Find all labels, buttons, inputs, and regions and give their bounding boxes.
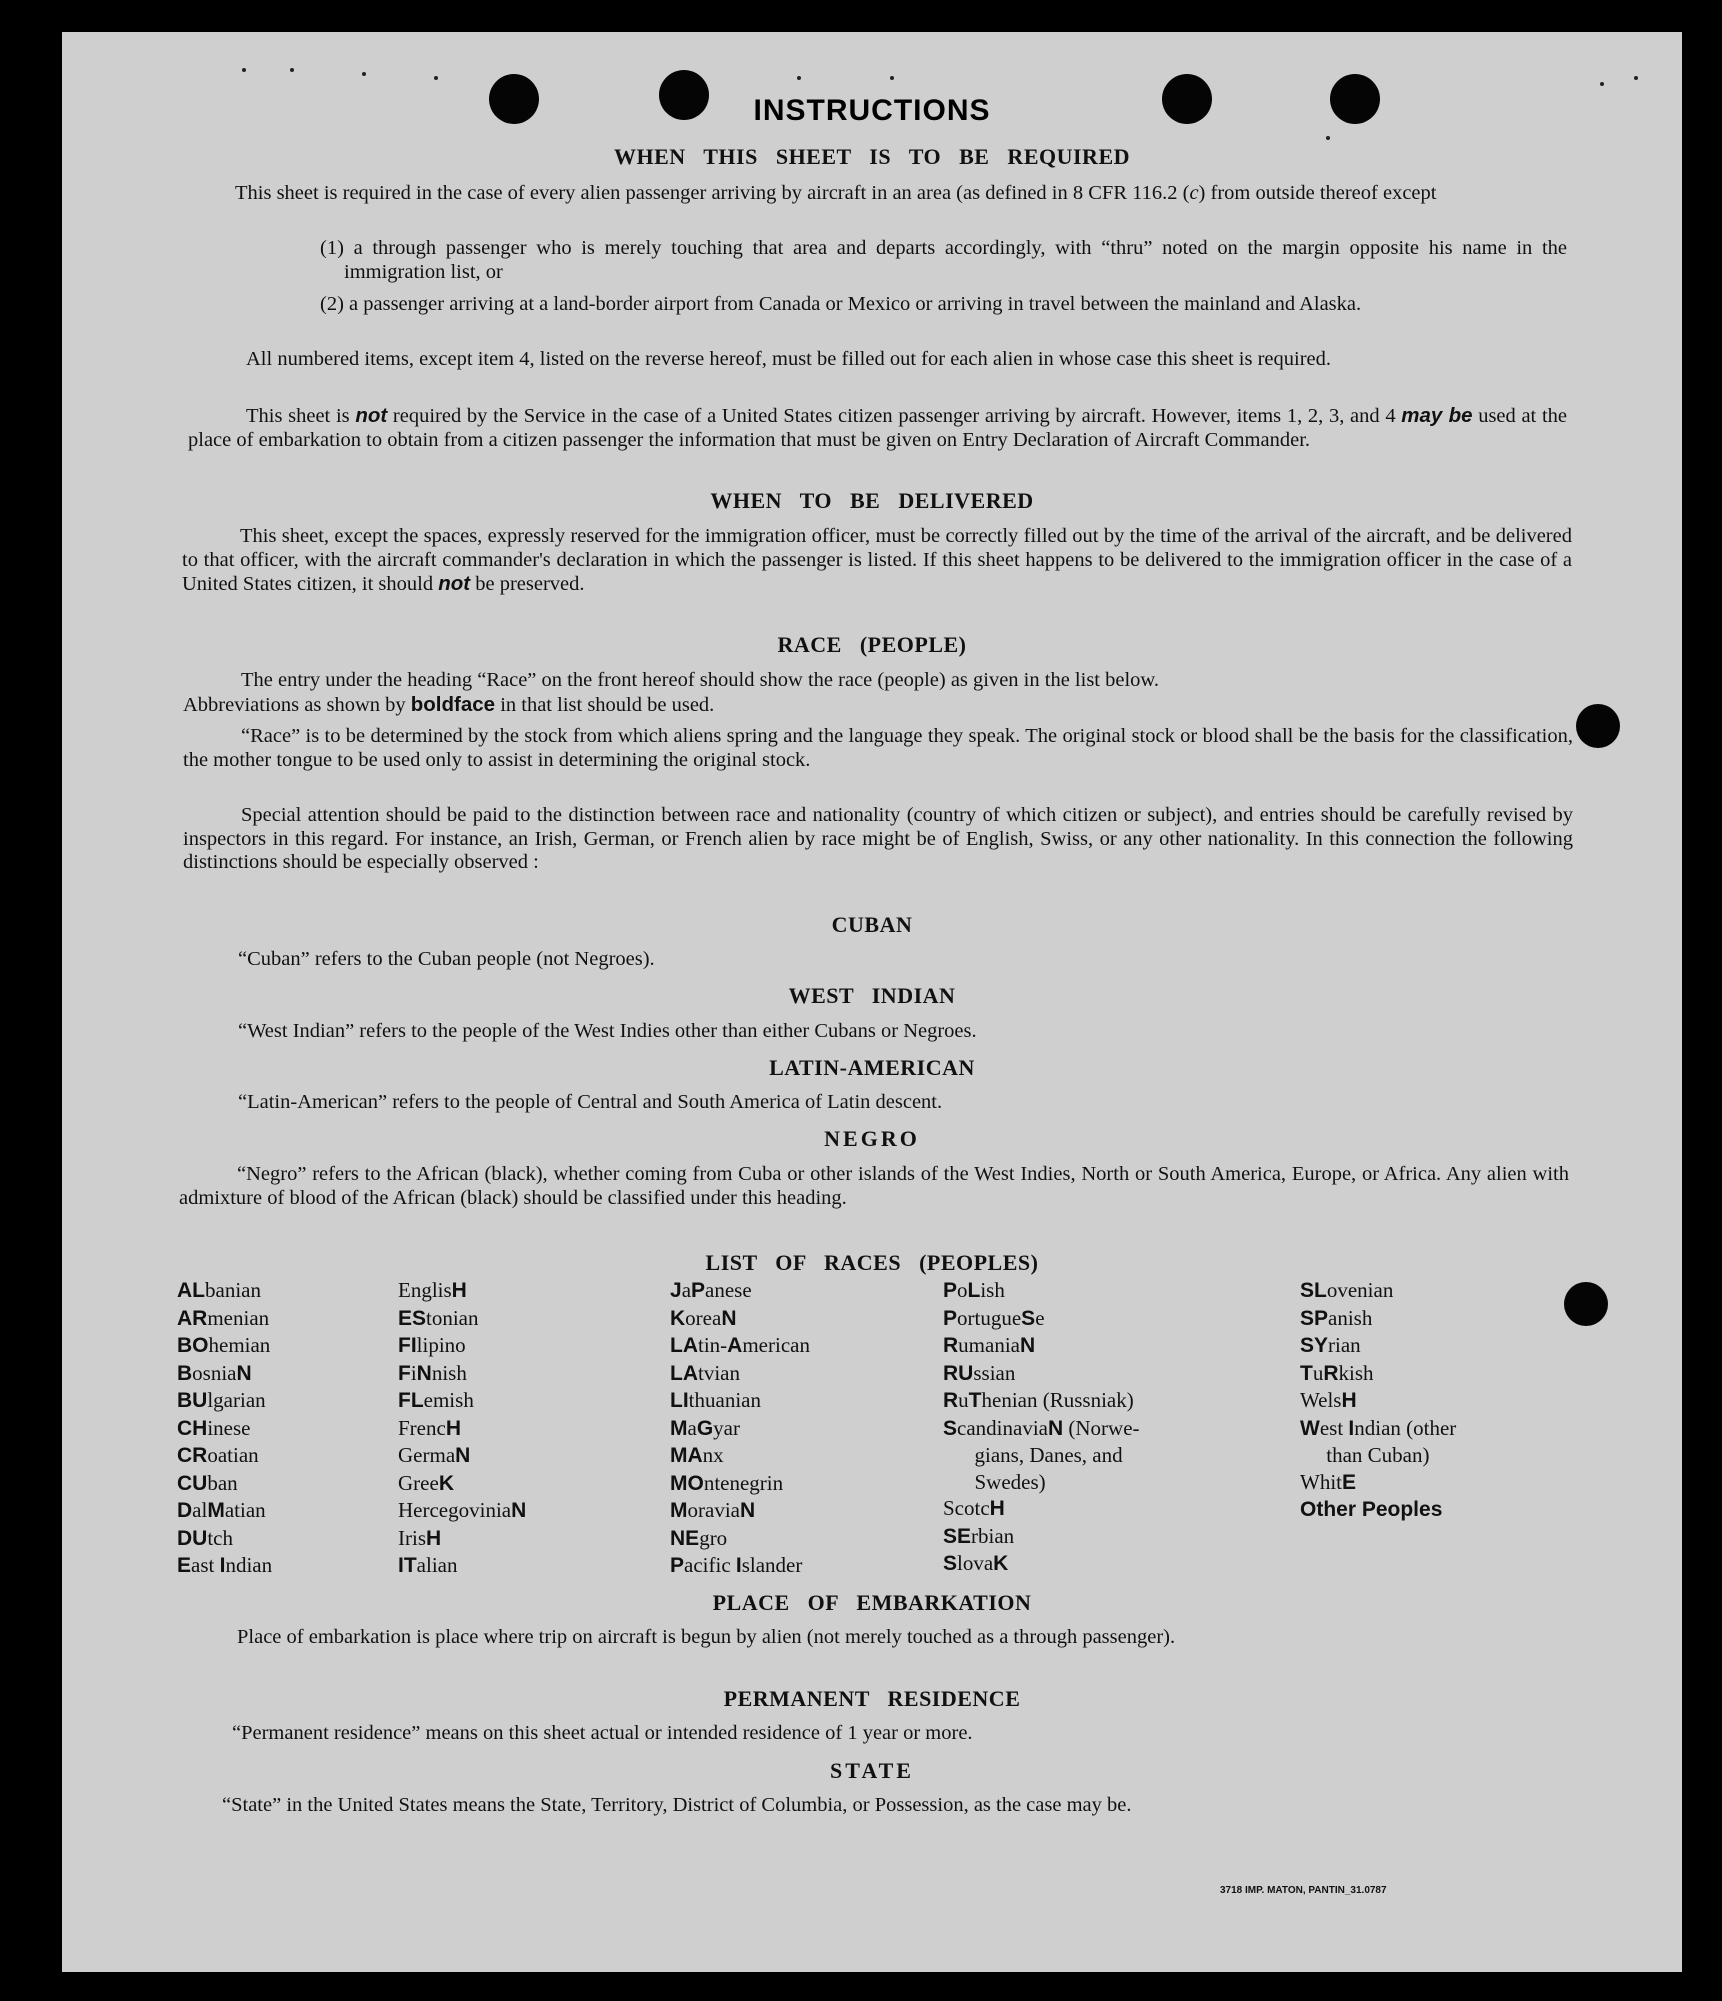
speck: [434, 76, 438, 80]
instruction-sheet: [62, 32, 1682, 1972]
race-list-item: ALbanian: [177, 1278, 261, 1302]
negro-paragraph: “Negro” refers to the African (black), whether coming from Cuba or other islands of the West Indies, North or South America, Europe, or Africa. Any alien with admixture of blood of the African (black) should be classified under this heading.: [179, 1163, 1569, 1209]
form-number: 3718: [1220, 1885, 1243, 1896]
race-list-item: MAnx: [670, 1443, 724, 1467]
race-list-item: than Cuban): [1300, 1443, 1430, 1467]
race-paragraph-3: Special attention should be paid to the distinction between race and nationality (country of which citizen or subject), and entries should be carefully revised by inspectors in this regard. For instance, an Irish, German, or French alien by race might be of English, Swiss, or any other nationality. In this connection the following distinctions should be especially observed :: [183, 804, 1573, 873]
race-list-item: EnglisH: [398, 1278, 467, 1302]
required-paragraph-1: This sheet is required in the case of every alien passenger arriving by aircraft in an area (as defined in 8 CFR 116.2 (c) from outside thereof except: [235, 182, 1437, 204]
section-heading-latin-american: LATIN-AMERICAN: [769, 1055, 975, 1080]
section-heading-embarkation: PLACE OF EMBARKATION: [712, 1590, 1032, 1615]
required-paragraph-2: All numbered items, except item 4, listed on the reverse hereof, must be filled out for each alien in whose case this sheet is required.: [246, 348, 1332, 370]
race-paragraph-1: The entry under the heading “Race” on the front hereof should show the race (people) as given in the list below. Abbreviations as shown by boldface in that list should be used.: [183, 669, 1160, 716]
race-list-item: East Indian: [177, 1553, 273, 1577]
form-footer: [1220, 1885, 1387, 1896]
race-list-item: ITalian: [398, 1553, 458, 1577]
section-heading-delivered: WHEN TO BE DELIVERED: [710, 488, 1034, 513]
race-list-item: SErbian: [943, 1523, 1015, 1548]
race-list-item: FiNnish: [398, 1360, 467, 1385]
race-list-item: DUtch: [177, 1525, 233, 1550]
race-list-item: MoraviaN: [670, 1498, 756, 1522]
race-list-item: TuRkish: [1300, 1360, 1374, 1385]
delivered-paragraph: This sheet, except the spaces, expressly reserved for the immigration officer, must be correctly filled out by the time of the arrival of the aircraft, and be delivered to that officer, with the aircraft commander's declaration in which the passenger is listed. If this sheet happens to be delivered to the immigration officer in the case of a United States citizen, it should not be preserved.: [182, 525, 1572, 595]
race-list-item: DalMatian: [177, 1498, 266, 1522]
race-list-item: JaPanese: [670, 1278, 752, 1302]
race-list-item: FrencH: [398, 1415, 461, 1440]
race-list-item: HercegoviniaN: [398, 1498, 527, 1522]
required-item-1: (1) a through passenger who is merely touching that area and departs accordingly, with “thru” noted on the margin opposite his name in the immigration list, or: [320, 237, 1567, 283]
race-list-item: GreeK: [398, 1470, 454, 1495]
race-list-item: LAtvian: [670, 1360, 740, 1385]
speck: [797, 76, 801, 80]
section-heading-state: STATE: [830, 1758, 914, 1783]
page-title: INSTRUCTIONS: [753, 94, 991, 127]
state-text: “State” in the United States means the State, Territory, District of Columbia, or Possession, as the case may be.: [222, 1794, 1132, 1816]
race-list-item: Pacific Islander: [670, 1553, 803, 1577]
race-list-item: CRoatian: [177, 1443, 259, 1467]
section-heading-race: RACE (PEOPLE): [777, 632, 967, 657]
race-list-item: BOhemian: [177, 1333, 271, 1357]
race-list-item: EStonian: [398, 1305, 479, 1330]
race-list-item: KoreaN: [670, 1305, 737, 1330]
race-list-item: FLemish: [398, 1388, 474, 1412]
race-list-item: RuThenian (Russniak): [943, 1388, 1134, 1412]
race-list-column-2: [398, 1277, 526, 1580]
race-list-item: FIlipino: [398, 1333, 466, 1357]
race-list-item: MOntenegrin: [670, 1470, 784, 1495]
race-list-item: LAtin-American: [670, 1333, 810, 1357]
section-heading-cuban: CUBAN: [831, 912, 913, 937]
race-list-column-3: [670, 1277, 810, 1580]
race-list-item: SlovaK: [943, 1551, 1009, 1575]
speck: [290, 68, 294, 72]
punch-hole: [1576, 704, 1620, 748]
race-list-column-5: [1300, 1277, 1456, 1524]
race-list-item: CUban: [177, 1470, 238, 1495]
race-paragraph-2: “Race” is to be determined by the stock from which aliens spring and the language they speak. The original stock or blood shall be the basis for the classification, the mother tongue to be used only to assist in determining the original stock.: [183, 725, 1573, 771]
race-list-item: MaGyar: [670, 1415, 740, 1440]
race-list-column-1: [177, 1277, 272, 1580]
speck: [890, 76, 894, 80]
race-list-item: WelsH: [1300, 1388, 1357, 1412]
race-list-item: PortugueSe: [943, 1305, 1045, 1330]
race-list-item: SLovenian: [1300, 1278, 1394, 1302]
race-list-item: Other Peoples: [1300, 1498, 1443, 1521]
race-list-item: SPanish: [1300, 1305, 1373, 1330]
west-indian-text: “West Indian” refers to the people of the West Indies other than either Cubans or Negroes.: [238, 1020, 977, 1042]
speck: [1600, 82, 1604, 86]
required-paragraph-3: This sheet is not required by the Service in the case of a United States citizen passenger arriving by aircraft. However, items 1, 2, 3, and 4 may be used at the place of embarkation to obtain from a citizen passenger the information that must be given on Entry Declaration of Aircraft Commander.: [188, 404, 1567, 451]
race-list-column-4: [943, 1277, 1140, 1578]
race-list-item: gians, Danes, and: [943, 1443, 1123, 1467]
cuban-text: “Cuban” refers to the Cuban people (not Negroes).: [238, 948, 655, 970]
section-heading-required: WHEN THIS SHEET IS TO BE REQUIRED: [613, 144, 1131, 169]
section-heading-list-of-races: LIST OF RACES (PEOPLES): [705, 1250, 1039, 1275]
speck: [362, 72, 366, 76]
race-list-item: Swedes): [943, 1469, 1046, 1494]
race-list-item: West Indian (other: [1300, 1415, 1457, 1440]
race-list-item: ARmenian: [177, 1305, 270, 1330]
required-item-2: (2) a passenger arriving at a land-border airport from Canada or Mexico or arriving in travel between the mainland and Alaska.: [320, 293, 1362, 315]
race-list-item: ScotcH: [943, 1496, 1005, 1520]
race-list-item: RumaniaN: [943, 1333, 1036, 1357]
race-list-item: RUssian: [943, 1360, 1016, 1385]
race-list-item: WhitE: [1300, 1469, 1357, 1494]
race-list-item: GermaN: [398, 1443, 471, 1467]
speck: [1634, 76, 1638, 80]
punch-hole: [1564, 1282, 1608, 1326]
race-list-item: LIthuanian: [670, 1388, 761, 1412]
race-list-item: NEgro: [670, 1525, 728, 1550]
race-list-item: SYrian: [1300, 1333, 1361, 1357]
race-list-item: IrisH: [398, 1525, 442, 1550]
section-heading-negro: NEGRO: [824, 1126, 920, 1151]
embarkation-paragraph: Place of embarkation is place where trip on aircraft is begun by alien (not merely touched as a through passenger).: [237, 1626, 1176, 1648]
race-list-item: BosniaN: [177, 1360, 252, 1385]
race-list-item: BUlgarian: [177, 1388, 266, 1412]
printer-mark: IMP. MATON, PANTIN_31.0787: [1245, 1885, 1387, 1896]
latin-american-text: “Latin-American” refers to the people of Central and South America of Latin descent.: [238, 1091, 943, 1113]
race-list-item: ScandinaviaN (Norwe-: [943, 1415, 1140, 1440]
race-list-item: CHinese: [177, 1415, 251, 1440]
residence-text: “Permanent residence” means on this sheet actual or intended residence of 1 year or more.: [232, 1722, 973, 1744]
section-heading-west-indian: WEST INDIAN: [788, 983, 956, 1008]
speck: [1326, 136, 1330, 140]
section-heading-residence: PERMANENT RESIDENCE: [723, 1686, 1021, 1711]
race-list-item: PoLish: [943, 1278, 1005, 1302]
speck: [242, 68, 246, 72]
